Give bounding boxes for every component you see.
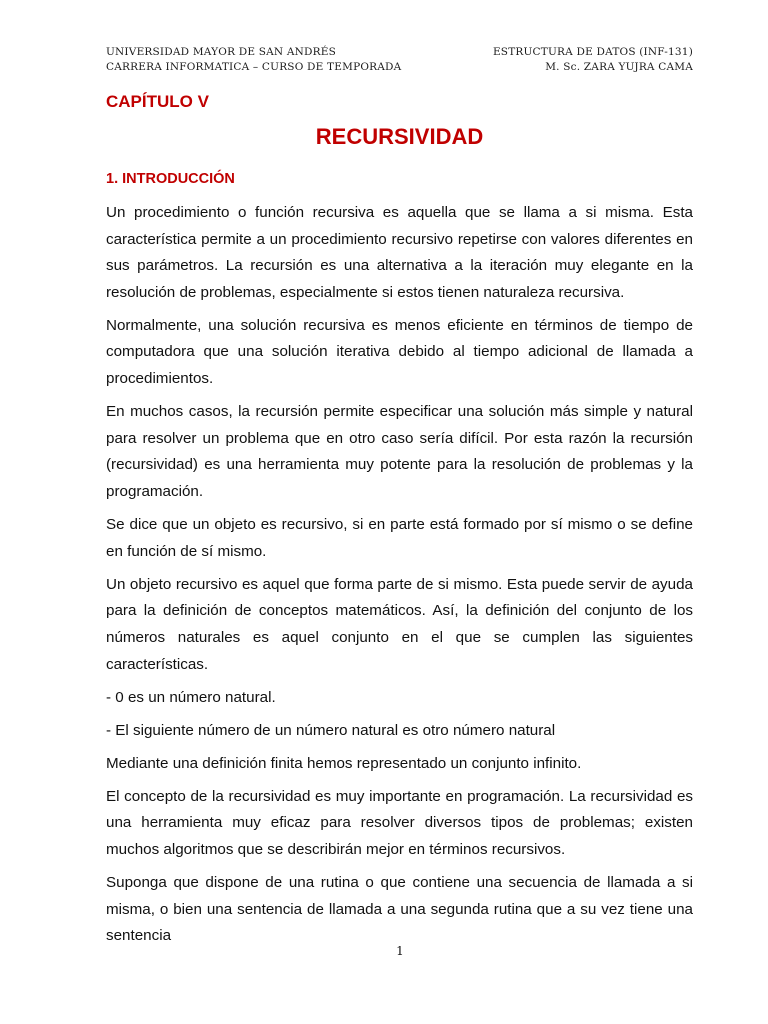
paragraph-intro: Un procedimiento o función recursiva es aquella que se llama a si misma. Esta característica permite a un procedimiento recursivo repetirse con valores diferentes en sus parámetros. La recursión es una alternativa a la iteración muy elegante en la resolución de problemas, especialmente si estos tienen naturaleza recursiva. bbox=[106, 204, 693, 301]
header-left bbox=[106, 45, 401, 75]
paragraph-recursive-object: Un objeto recursivo es aquel que forma parte de si mismo. Esta puede servir de ayuda para la definición de conceptos matemáticos. Así, la definición del conjunto de los números naturales es aquel conjunto en el que se cumplen las siguientes características. bbox=[106, 575, 693, 673]
header-author: M. Sc. ZARA YUJRA CAMA bbox=[545, 61, 693, 73]
chapter-heading: CAPÍTULO V bbox=[106, 92, 209, 111]
header-subject: ESTRUCTURA DE DATOS (INF-131) bbox=[492, 46, 693, 58]
list-item-natural-zero: - 0 es un número natural. bbox=[106, 688, 276, 706]
section-heading: 1. INTRODUCCIÓN bbox=[106, 171, 235, 187]
header-course: CARRERA INFORMATICA – CURSO DE TEMPORADA bbox=[106, 61, 402, 73]
page-title: RECURSIVIDAD bbox=[315, 124, 484, 149]
header-right bbox=[460, 45, 693, 75]
paragraph-efficiency: Normalmente, una solución recursiva es menos eficiente en términos de tiempo de computadora que una solución iterativa debido al tiempo adicional de llamada a procedimientos. bbox=[106, 316, 693, 388]
paragraph-routine: Suponga que dispone de una rutina o que contiene una secuencia de llamada a si misma, o bien una sentencia de llamada a una segunda rutina que a su vez tiene una sentencia bbox=[106, 874, 693, 945]
paragraph-programming: El concepto de la recursividad es muy importante en programación. La recursividad es una herramienta muy eficaz para resolver diversos tipos de problemas; existen muchos algoritmos que se describirán mejor en términos recursivos. bbox=[106, 787, 693, 859]
paragraph-simplicity: En muchos casos, la recursión permite especificar una solución más simple y natural para resolver un problema que en otro caso sería difícil. Por esta razón la recursión (recursividad) es una herramienta muy potente para la resolución de problemas y la programación. bbox=[106, 403, 693, 500]
page-number: 1 bbox=[396, 944, 404, 958]
paragraph-finite-definition: Mediante una definición finita hemos representado un conjunto infinito. bbox=[106, 754, 582, 772]
document-body bbox=[106, 200, 693, 956]
header-university: UNIVERSIDAD MAYOR DE SAN ANDRÉS bbox=[106, 46, 337, 58]
list-item-natural-successor: - El siguiente número de un número natural es otro número natural bbox=[106, 721, 556, 739]
paragraph-definition: Se dice que un objeto es recursivo, si en parte está formado por sí mismo o se define en función de sí mismo. bbox=[106, 516, 693, 560]
